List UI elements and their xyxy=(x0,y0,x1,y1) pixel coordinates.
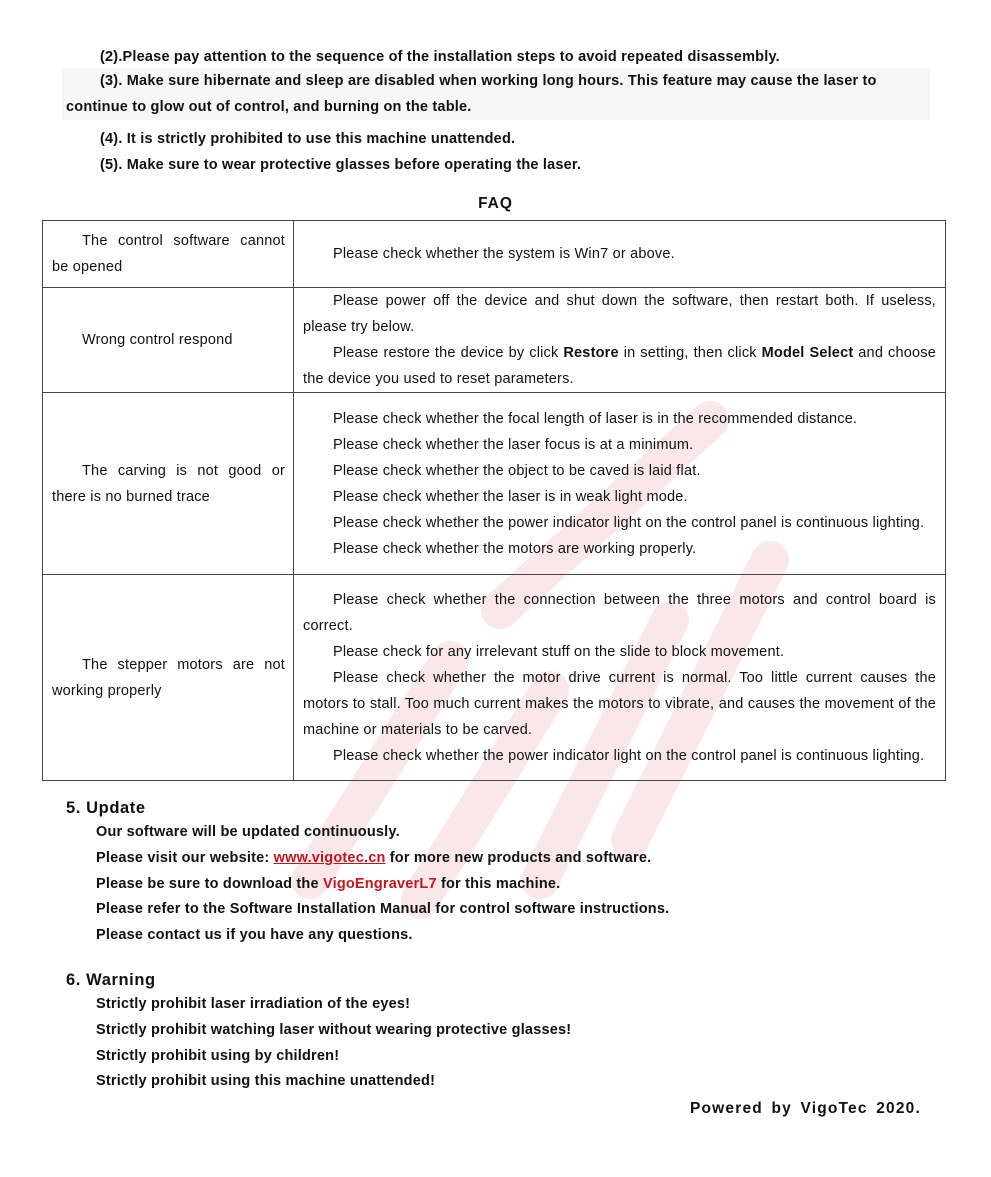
faq-table xyxy=(42,220,946,781)
faq-answer: Please power off the device and shut down the software, then restart both. If useless, please try below. Please restore the device by click Restore in setting, then click Model Select and choose the device you used to reset parameters. xyxy=(294,288,946,393)
footer-credit: Powered by VigoTec 2020. xyxy=(689,1100,921,1117)
restore-instruction: Please restore the device by click Restore in setting, then click Model Select and choose the device you used to reset parameters. xyxy=(303,345,936,387)
restore-keyword: Restore xyxy=(563,345,619,361)
faq-question: Wrong control respond xyxy=(43,288,294,393)
faq-row xyxy=(43,575,946,781)
faq-title: FAQ xyxy=(478,195,513,212)
faq-question: The carving is not good or there is no burned trace xyxy=(43,393,294,575)
faq-question: The stepper motors are not working properly xyxy=(43,575,294,781)
warning-line: Strictly prohibit watching laser without wearing protective glasses! xyxy=(96,1021,572,1038)
warning-line: Strictly prohibit using this machine unattended! xyxy=(96,1073,436,1090)
update-line: Our software will be updated continuously. xyxy=(96,824,400,840)
update-line-download: Please be sure to download the VigoEngraverL7 for this machine. xyxy=(96,875,561,892)
note-3: (3). Make sure hibernate and sleep are disabled when working long hours. This feature may cause the laser to continue to glow out of control, and burning on the table. xyxy=(62,68,930,120)
update-line: Please contact us if you have any questions. xyxy=(96,927,413,944)
update-line: Please refer to the Software Installation Manual for control software instructions. xyxy=(96,901,670,918)
warning-heading: 6. Warning xyxy=(66,971,156,989)
faq-question: The control software cannot be opened xyxy=(43,221,294,288)
faq-row xyxy=(43,288,946,393)
warning-line: Strictly prohibit using by children! xyxy=(96,1047,340,1064)
note-2: (2).Please pay attention to the sequence of the installation steps to avoid repeated disassembly. xyxy=(100,49,780,65)
update-line-website: Please visit our website: www.vigotec.cn for more new products and software. xyxy=(96,849,652,866)
update-section xyxy=(66,796,926,949)
model-select-keyword: Model Select xyxy=(761,345,854,361)
faq-row xyxy=(43,221,946,288)
update-heading: 5. Update xyxy=(66,799,146,817)
warning-section xyxy=(66,968,926,1095)
faq-answer: Please check whether the system is Win7 or above. xyxy=(294,221,946,288)
faq-answer: Please check whether the focal length of laser is in the recommended distance. Please check whether the laser focus is at a minimum. Please check whether the object to be caved is laid flat. Please check whether the laser is in weak light mode. Please check whether the power indicator light on the control panel is continuous lighting. Please check whether the motors are working properly. xyxy=(294,393,946,575)
warning-line: Strictly prohibit laser irradiation of the eyes! xyxy=(96,996,411,1012)
note-5: (5). Make sure to wear protective glasses before operating the laser. xyxy=(100,157,582,173)
software-name: VigoEngraverL7 xyxy=(322,875,437,892)
faq-answer: Please check whether the connection between the three motors and control board is correct. Please check for any irrelevant stuff on the slide to block movement. Please check whether the motor drive current is normal. Too little current causes the motors to stall. Too much current makes the motors to vibrate, and causes the movement of the machine or materials to be carved. Please check whether the power indicator light on the control panel is continuous lighting. xyxy=(294,575,946,781)
note-4: (4). It is strictly prohibited to use this machine unattended. xyxy=(100,131,516,147)
faq-row xyxy=(43,393,946,575)
website-link[interactable]: www.vigotec.cn xyxy=(273,849,386,866)
